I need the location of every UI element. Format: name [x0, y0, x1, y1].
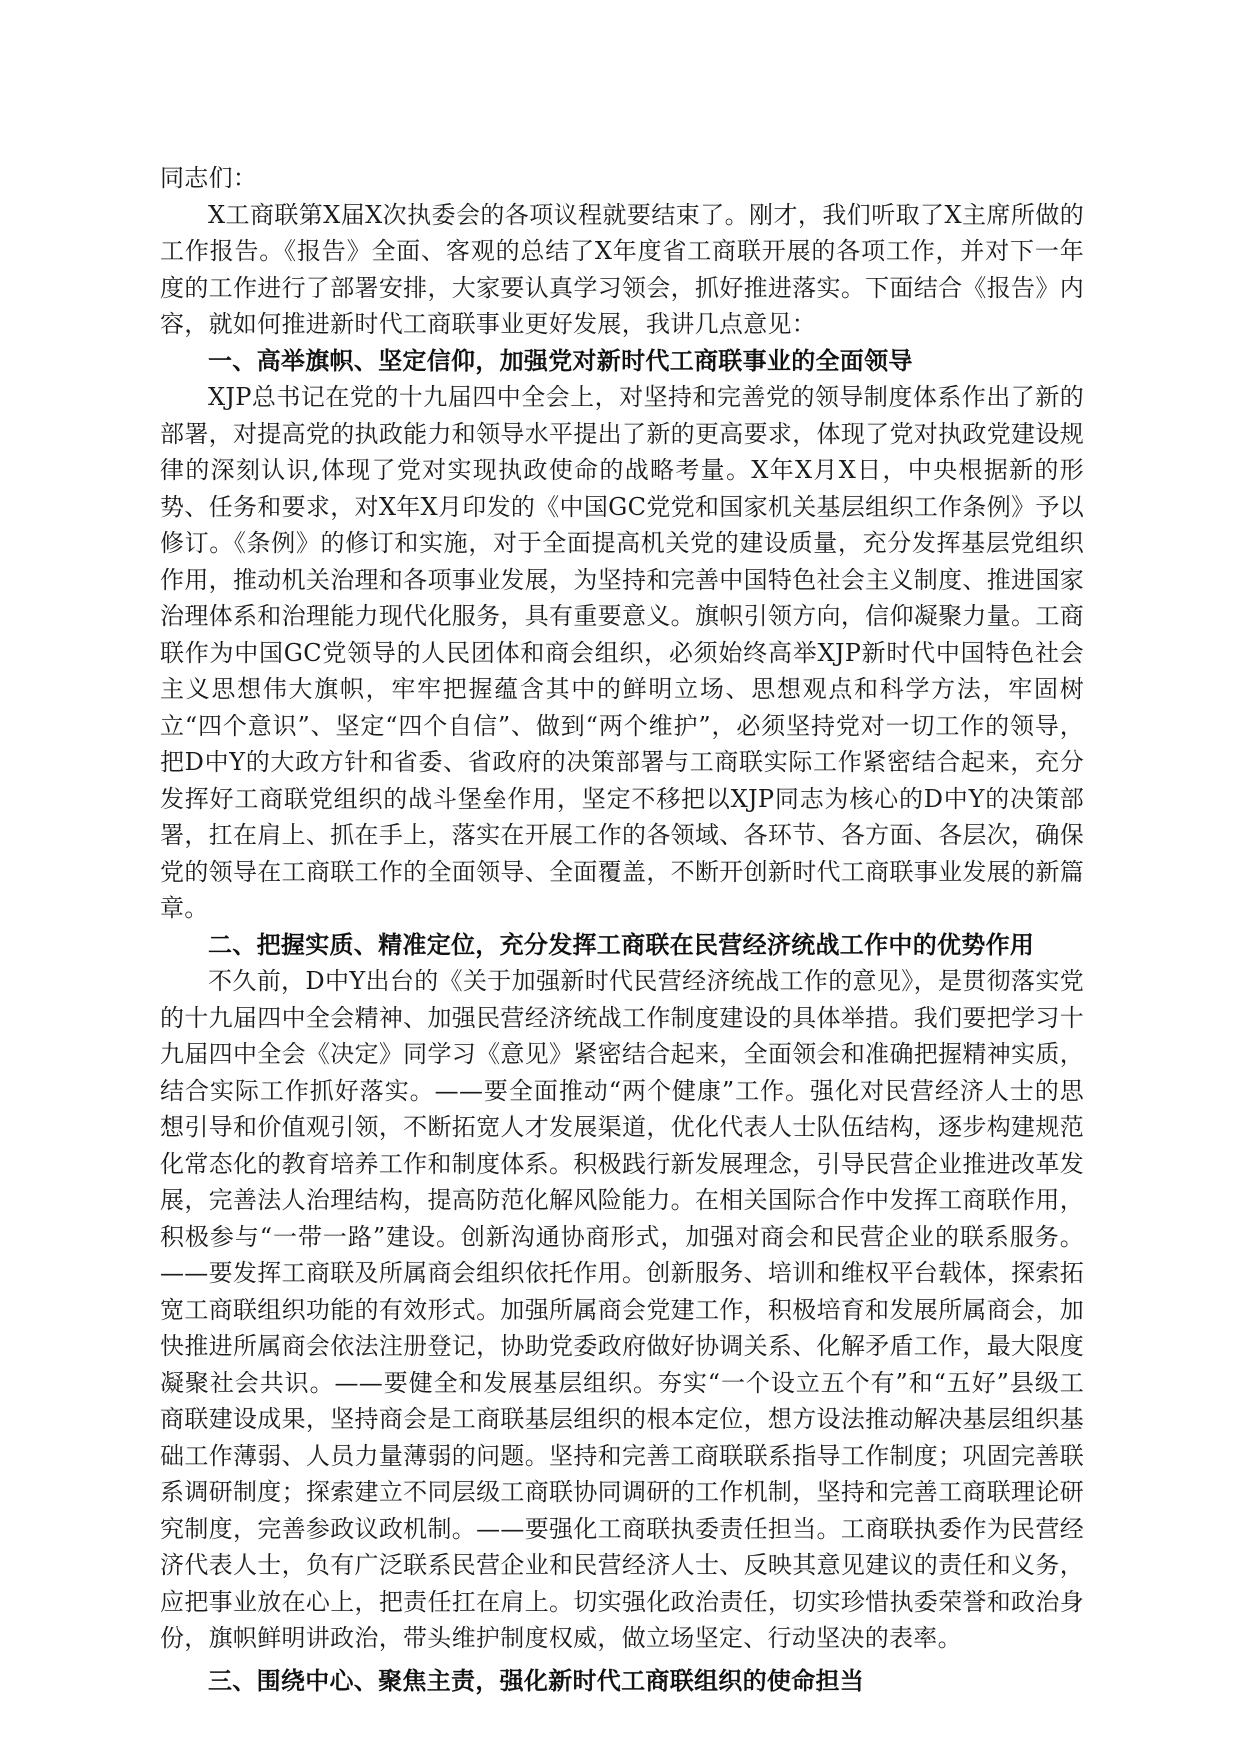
section-body-1: XJP总书记在党的十九届四中全会上，对坚持和完善党的领导制度体系作出了新的部署，对提高党的执政能力和领导水平提出了新的更高要求，体现了党对执政党建设规律的深刻认识,体现了党对实现执政使命的战略考量。X年X月X日，中央根据新的形势、任务和要求，对X年X月印发的《中国GC党党和国家机关基层组织工作条例》予以修订。《条例》的修订和实施，对于全面提高机关党的建设质量，充分发挥基层党组织作用，推动机关治理和各项事业发展，为坚持和完善中国特色社会主义制度、推进国家治理体系和治理能力现代化服务，具有重要意义。旗帜引领方向，信仰凝聚力量。工商联作为中国GC党领导的人民团体和商会组织，必须始终高举XJP新时代中国特色社会主义思想伟大旗帜，牢牢把握蕴含其中的鲜明立场、思想观点和科学方法，牢固树立“四个意识”、坚定“四个自信”、做到“两个维护”，必须坚持党对一切工作的领导，把D中Y的大政方针和省委、省政府的决策部署与工商联实际工作紧密结合起来，充分发挥好工商联党组织的战斗堡垒作用，坚定不移把以XJP同志为核心的D中Y的决策部署，扛在肩上、抓在手上，落实在开展工作的各领域、各环节、各方面、各层次，确保党的领导在工商联工作的全面领导、全面覆盖，不断开创新时代工商联事业发展的新篇章。 [160, 383, 1084, 922]
document-body [160, 160, 1084, 1699]
section-heading-2: 二、把握实质、精准定位，充分发挥工商联在民营经济统战工作中的优势作用 [208, 929, 1035, 959]
section-body-2: 不久前，D中Y出台的《关于加强新时代民营经济统战工作的意见》，是贯彻落实党的十九届四中全会精神、加强民营经济统战工作制度建设的具体举措。我们要把学习十九届四中全会《决定》同学习《意见》紧密结合起来，全面领会和准确把握精神实质，结合实际工作抓好落实。——要全面推动“两个健康”工作。强化对民营经济人士的思想引导和价值观引领，不断拓宽人才发展渠道，优化代表人士队伍结构，逐步构建规范化常态化的教育培养工作和制度体系。积极践行新发展理念，引导民营企业推进改革发展，完善法人治理结构，提高防范化解风险能力。在相关国际合作中发挥工商联作用，积极参与“一带一路”建设。创新沟通协商形式，加强对商会和民营企业的联系服务。——要发挥工商联及所属商会组织依托作用。创新服务、培训和维权平台载体，探索拓宽工商联组织功能的有效形式。加强所属商会党建工作，积极培育和发展所属商会，加快推进所属商会依法注册登记，协助党委政府做好协调关系、化解矛盾工作，最大限度凝聚社会共识。——要健全和发展基层组织。夯实“一个设立五个有”和“五好”县级工商联建设成果，坚持商会是工商联基层组织的根本定位，想方设法推动解决基层组织基础工作薄弱、人员力量薄弱的问题。坚持和完善工商联联系指导工作制度；巩固完善联系调研制度；探索建立不同层级工商联协同调研的工作机制，坚持和完善工商联理论研究制度，完善参政议政机制。——要强化工商联执委责任担当。工商联执委作为民营经济代表人士，负有广泛联系民营企业和民营经济人士、反映其意见建议的责任和义务，应把事业放在心上，把责任扛在肩上。切实强化政治责任，切实珍惜执委荣誉和政治身份，旗帜鲜明讲政治，带头维护制度权威，做立场坚定、行动坚决的表率。 [160, 967, 1084, 1652]
section-heading-1: 一、高举旗帜、坚定信仰，加强党对新时代工商联事业的全面领导 [208, 345, 913, 375]
intro-paragraph: X工商联第X届X次执委会的各项议程就要结束了。刚才，我们听取了X主席所做的工作报告。《报告》全面、客观的总结了X年度省工商联开展的各项工作，并对下一年度的工作进行了部署安排，大家要认真学习领会，抓好推进落实。下面结合《报告》内容，就如何推进新时代工商联事业更好发展，我讲几点意见： [160, 200, 1084, 338]
section-heading-3: 三、围绕中心、聚焦主责，强化新时代工商联组织的使命担当 [208, 1665, 865, 1695]
salutation: 同志们： [160, 164, 258, 192]
